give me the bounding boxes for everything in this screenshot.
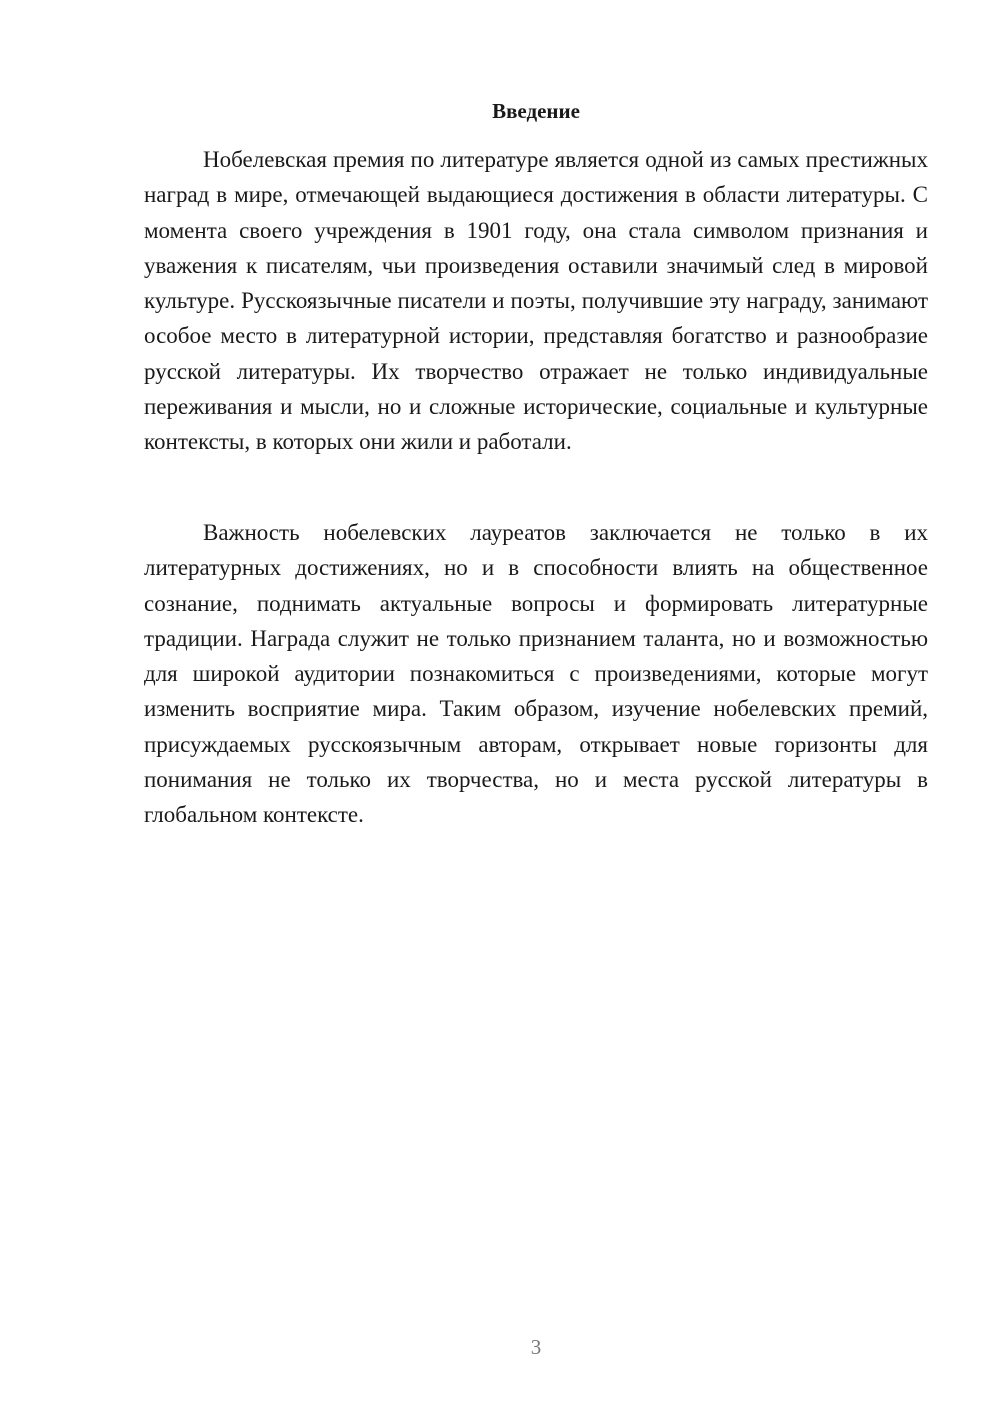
body-paragraph-2: Важность нобелевских лауреатов заключается не только в их литературных достижениях, но и в способности влиять на общественное сознание, поднимать актуальные вопросы и формировать литературные традиции. Награда служит не только признанием таланта, но и возможностью для широкой аудитории познакомиться с произведениями, которые могут изменить восприятие мира. Таким образом, изучение нобелевских премий, присуждаемых русскоязычным авторам, открывает новые горизонты для понимания не только их творчества, но и места русской литературы в глобальном контексте. xyxy=(144,520,928,828)
body-paragraph-1: Нобелевская премия по литературе является одной из самых престижных наград в мире, отмечающей выдающиеся достижения в области литературы. С момента своего учреждения в 1901 году, она стала символом признания и уважения к писателям, чьи произведения оставили значимый след в мировой культуре. Русскоязычные писатели и поэты, получившие эту награду, занимают особое место в литературной истории, представляя богатство и разнообразие русской литературы. Их творчество отражает не только индивидуальные переживания и мысли, но и сложные исторические, социальные и культурные контексты, в которых они жили и работали. xyxy=(144,147,928,455)
section-heading: Введение xyxy=(492,99,580,123)
page-number: 3 xyxy=(530,1335,542,1359)
